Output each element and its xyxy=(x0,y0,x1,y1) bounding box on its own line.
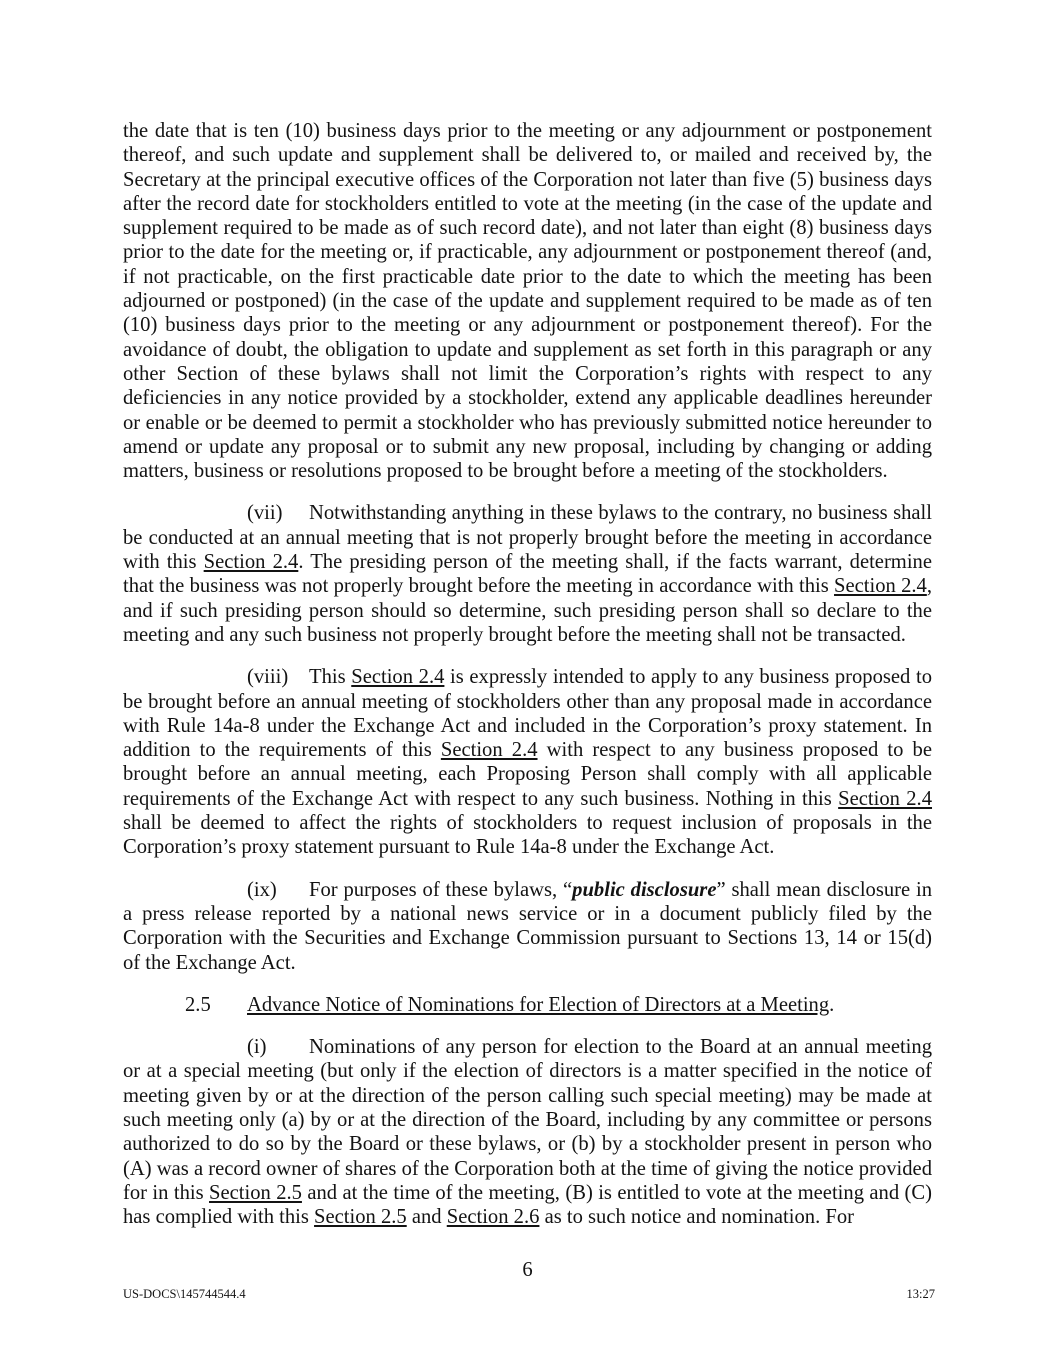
text-segment: as to such notice and nomination. For xyxy=(539,1206,854,1229)
cross-reference: Section 2.4 xyxy=(838,787,933,810)
cross-reference: Section 2.4 xyxy=(203,551,299,574)
cross-reference: Advance Notice of Nominations for Election of Directors at a Meeting xyxy=(247,993,830,1016)
paragraph-continuation xyxy=(123,119,932,483)
cross-reference: Section 2.6 xyxy=(446,1206,540,1229)
text-segment: and at the time of the meeting, (B) is entitled to vote at the meeting and (C) has complied with this xyxy=(123,1181,932,1229)
paragraph-number: (i) xyxy=(247,1036,267,1059)
cross-reference: Section 2.4 xyxy=(834,575,927,598)
paragraph-number: (vii) xyxy=(247,502,283,525)
text-segment: Nominations of any person for election to the Board at an annual meeting or at a special meeting (but only if the election of directors is a matter specified in the notice of meeting given by or at the direction of the person calling such special meeting) may be made at such meeting only (a) by or at the direction of the Board, including by any committee or persons authorized to do so by the Board or these bylaws, or (b) by a stockholder present in person who (A) was a record owner of shares of the Corporation both at the time of giving the notice provided for in this xyxy=(123,1036,932,1204)
paragraph-ix xyxy=(123,878,932,975)
text-segment: ” shall mean disclosure in a press release reported by a national news service or in a document publicly filed by the Corporation with the Securities and Exchange Commission pursuant to Sections 13, 14 or 15(d) of the Exchange Act. xyxy=(123,878,933,974)
page-number: 6 xyxy=(522,1259,533,1281)
cross-reference: Section 2.5 xyxy=(314,1206,407,1229)
text-segment: For purposes of these bylaws, “ xyxy=(309,878,573,901)
cross-reference: Section 2.4 xyxy=(440,739,538,762)
cross-reference: Section 2.4 xyxy=(351,666,445,689)
text-segment: , and if such presiding person should so determine, such presiding person shall so declare to the meeting and any such business not properly brought before the meeting shall not be transacted. xyxy=(123,575,932,646)
text-segment: with respect to any business proposed to be brought before an annual meeting, each Proposing Person shall comply with all applicable requirements of the Exchange Act with respect to any such business. Nothing in this xyxy=(123,739,932,810)
text-segment: shall be deemed to affect the rights of stockholders to request inclusion of proposals in the Corporation’s proxy statement pursuant to Rule 14a-8 under the Exchange Act. xyxy=(123,812,932,859)
text-segment: is expressly intended to apply to any business proposed to be brought before an annual meeting of stockholders other than any proposal made in accordance with Rule 14a-8 under the Exchange Act and included in the Corporation’s proxy statement. In addition to the requirements of this xyxy=(123,666,932,762)
section-heading-2-5 xyxy=(123,993,932,1017)
text-segment: public disclosure xyxy=(572,878,717,901)
text-segment: . xyxy=(829,993,835,1016)
text-segment: This xyxy=(309,666,352,689)
paragraph-number: (ix) xyxy=(247,878,277,901)
paragraph-i xyxy=(123,1035,932,1229)
document-id: US-DOCS\145744544.4 xyxy=(123,1287,246,1301)
print-timestamp: 13:27 xyxy=(906,1287,935,1301)
text-segment: the date that is ten (10) business days prior to the meeting or any adjournment or postponement thereof, and such update and supplement shall be delivered to, or mailed and received by, the Secretary at the principal executive offices of the Corporation not later than five (5) business days after the record date for stockholders entitled to vote at the meeting (in the case of the update and supplement required to be made as of such record date), and not later than eight (8) business days prior to the date for the meeting or, if practicable, any adjournment or postponement thereof (and, if not practicable, on the first practicable date prior to the date to which the meeting has been adjourned or postponed) (in the case of the update and supplement required to be made as of ten (10) business days prior to the meeting or any adjournment or postponement thereof). For the avoidance of doubt, the obligation to update and supplement as set forth in this paragraph or any other Section of these bylaws shall not limit the Corporation’s rights with respect to any deficiencies in any notice provided by a stockholder, extend any applicable deadlines hereunder or enable or be deemed to permit a stockholder who has previously submitted notice hereunder to amend or update any proposal or to submit any new proposal, including by changing or adding matters, business or resolutions proposed to be brought before a meeting of the stockholders. xyxy=(123,120,932,483)
text-segment: and xyxy=(406,1206,447,1229)
paragraph-number: 2.5 xyxy=(185,993,211,1016)
document-body xyxy=(123,119,932,1247)
paragraph-viii xyxy=(123,665,932,859)
text-segment: . The presiding person of the meeting shall, if the facts warrant, determine that the business was not properly brought before the meeting in accordance with this xyxy=(123,551,932,598)
paragraph-vii xyxy=(123,501,932,647)
paragraph-number: (viii) xyxy=(247,666,289,689)
cross-reference: Section 2.5 xyxy=(209,1181,302,1204)
page-footer xyxy=(123,1286,935,1302)
text-segment: Notwithstanding anything in these bylaws to the contrary, no business shall be conducted at an annual meeting that is not properly brought before the meeting in accordance with this xyxy=(123,502,932,574)
